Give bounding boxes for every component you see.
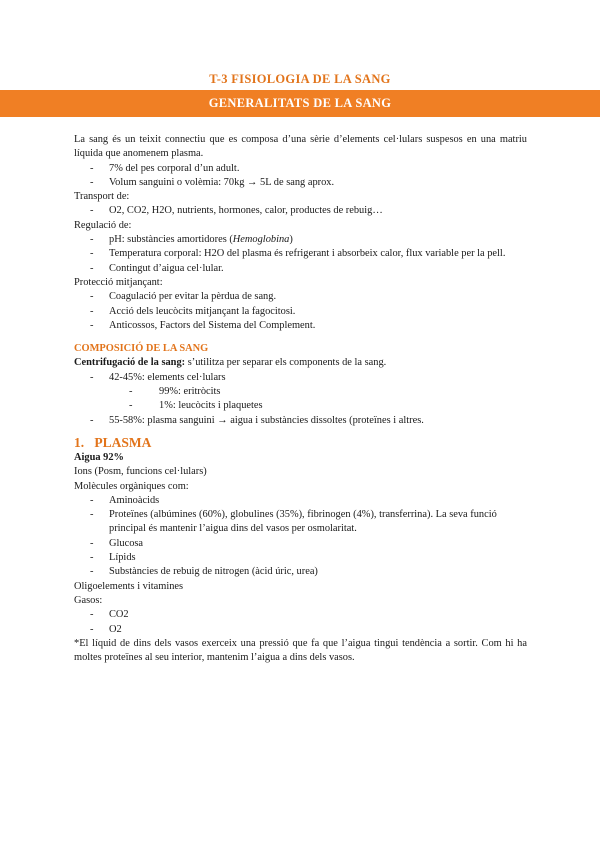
oligo-line: Oligoelements i vitamines — [74, 580, 184, 592]
list-item: - 42-45%: elements cel·lulars — [74, 371, 527, 385]
document-body — [74, 133, 527, 665]
centrifugation-bold: Centrifugació de la sang: — [74, 357, 186, 369]
regulation-list — [74, 233, 527, 276]
organic-list — [74, 494, 527, 580]
protection-label: Protecció mitjançant: — [74, 276, 163, 288]
list-item: - Aminoàcids — [74, 494, 527, 508]
list-item: - Volum sanguini o volèmia: 70kg → 5L de sang aprox. — [74, 176, 527, 190]
plasma-title: PLASMA — [94, 434, 152, 450]
list-item: - Acció dels leucòcits mitjançant la fagocitosi. — [74, 305, 527, 319]
plasma-heading — [74, 434, 527, 451]
sub-list-item: - 1%: leucòcits i plaquetes — [74, 399, 527, 413]
plasma-number: 1. — [74, 434, 85, 450]
list-item: - Temperatura corporal: H2O del plasma és refrigerant i absorbeix calor, flux variable per la pell. — [74, 247, 527, 261]
list-item: - Lípids — [74, 551, 527, 565]
transport-list — [74, 204, 527, 218]
composition-heading: COMPOSICIÓ DE LA SANG — [74, 343, 209, 355]
list-item: - CO2 — [74, 608, 527, 622]
ph-suffix: ) — [289, 234, 293, 246]
organic-label: Molècules orgàniques com: — [74, 480, 189, 492]
list-item: - Glucosa — [74, 537, 527, 551]
gases-label: Gasos: — [74, 594, 103, 606]
intro-list — [74, 162, 527, 191]
plasma-note: *El líquid de dins dels vasos exerceix una pressió que fa que l’aigua tingui tendència a sortir. Com hi ha moltes proteïnes al seu interior, mantenim l’aigua a dins dels vasos. — [74, 637, 527, 664]
document-title: T-3 FISIOLOGIA DE LA SANG — [209, 72, 391, 86]
gases-list — [74, 608, 527, 637]
section-banner — [0, 90, 600, 117]
sub-list-item: - 99%: eritròcits — [74, 385, 527, 399]
regulation-label: Regulació de: — [74, 219, 132, 231]
list-item: - O2, CO2, H2O, nutrients, hormones, calor, productes de rebuig… — [74, 204, 527, 218]
transport-label: Transport de: — [74, 191, 130, 203]
composition-list — [74, 371, 527, 428]
intro-paragraph: La sang és un teixit connectiu que es composa d’una sèrie d’elements cel·lulars suspesos en una matriu líquida que anomenem plasma. — [74, 134, 527, 160]
list-item: - Substàncies de rebuig de nitrogen (àcid úric, urea) — [74, 565, 527, 579]
banner-text: GENERALITATS DE LA SANG — [208, 96, 392, 110]
water-line: Aigua 92% — [74, 451, 124, 463]
list-item: - Contingut d’aigua cel·lular. — [74, 262, 527, 276]
ph-text: pH: substàncies amortidores ( — [109, 234, 233, 246]
list-item: - 55-58%: plasma sanguini → aigua i substàncies dissoltes (proteïnes i altres. — [74, 414, 527, 428]
list-item-ph — [74, 233, 527, 247]
ions-line: Ions (Posm, funcions cel·lulars) — [74, 466, 207, 478]
centrifugation-text: s’utilitza per separar els components de la sang. — [185, 357, 387, 369]
ph-italic: Hemoglobina — [232, 234, 290, 246]
list-item: - Proteïnes (albúmines (60%), globulines (35%), fibrinogen (4%), transferrina). La seva funció principal és mantenir l’aigua dins del vasos per osmolaritat. — [74, 508, 527, 537]
centrifugation-line — [74, 356, 527, 370]
list-item: - O2 — [74, 623, 527, 637]
protection-list — [74, 290, 527, 333]
list-item: - Coagulació per evitar la pèrdua de sang. — [74, 290, 527, 304]
list-item: - 7% del pes corporal d’un adult. — [74, 162, 527, 176]
list-item: - Anticossos, Factors del Sistema del Complement. — [74, 319, 527, 333]
